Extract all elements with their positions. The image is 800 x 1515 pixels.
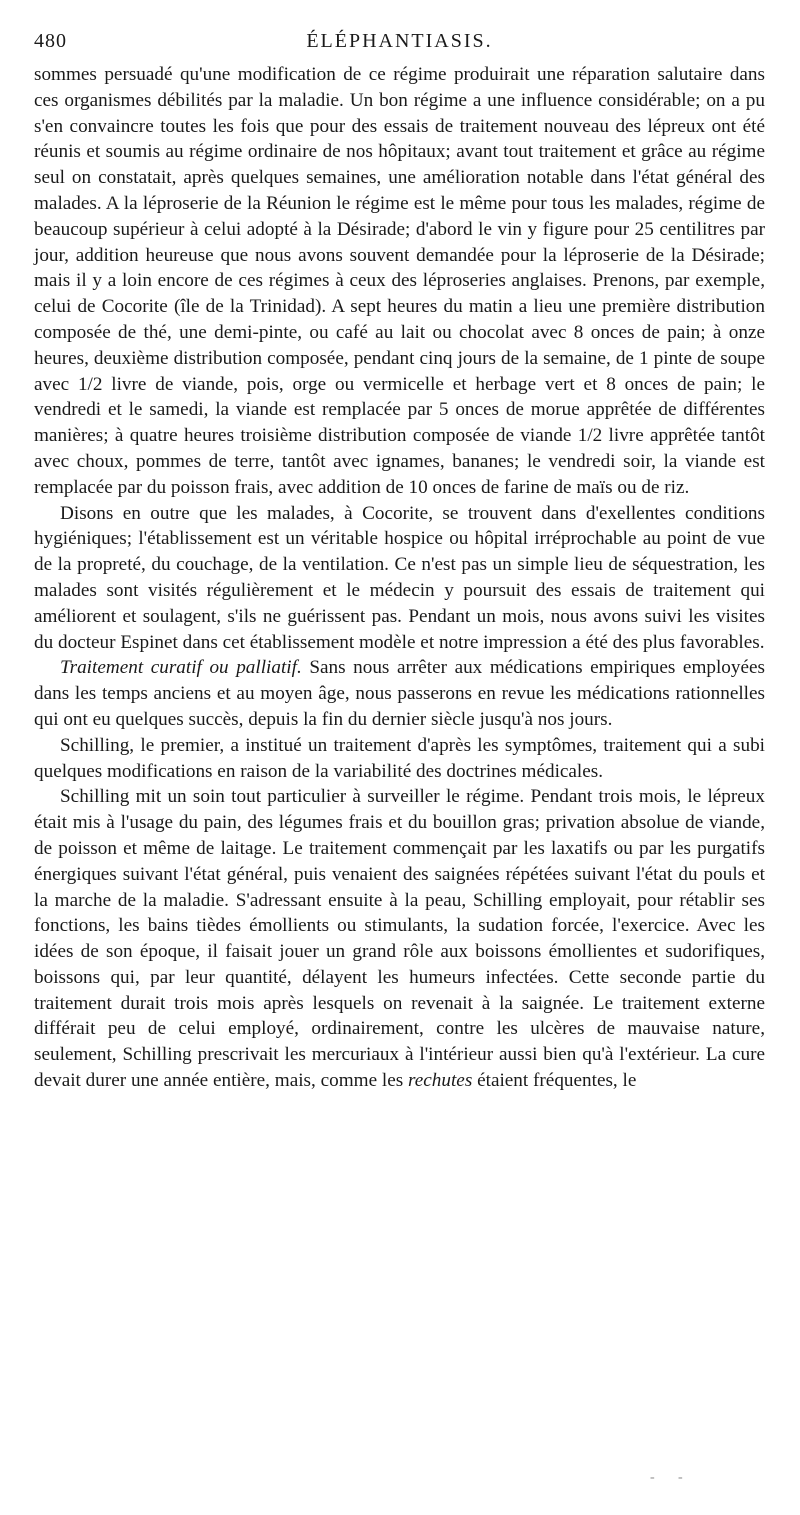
scan-mark: - bbox=[678, 1470, 683, 1485]
paragraph-schilling-regime bbox=[34, 784, 765, 1094]
paragraph-text: sommes persuadé qu'une modification de ce régime produirait une réparation salutaire dans ces organismes débilités par la maladie. Un bon régime a une influence considérable; on a pu s'en convaincre toutes les fois que pour des essais de traitement nouveau des lépreux ont été réunis et soumis au régime ordinaire de nos hôpitaux; avant tout traitement et grâce au régime seul on constatait, après quelques semaines, une amélioration notable dans l'état général des malades. A la léproserie de la Réunion le régime est le même pour tous les malades, régime de beaucoup supérieur à celui adopté à la Désirade; d'abord le vin y figure pour 25 centilitres par jour, addition heureuse que nous avons souvent demandée pour la léproserie de la Désirade; mais il y a loin encore de ces régimes à ceux des léproseries anglaises. Prenons, par exemple, celui de Cocorite (île de la Trinidad). A sept heures du matin a lieu une première distribution composée de thé, une demi-pinte, ou café au lait ou chocolat avec 8 onces de pain; à onze heures, deuxième distribution composée, pendant cinq jours de la semaine, de 1 pinte de soupe avec 1/2 livre de viande, pois, orge ou vermicelle et herbage vert et 8 onces de pain; le vendredi et le samedi, la viande est remplacée par 5 onces de morue apprêtée de différentes manières; à quatre heures troisième distribution composée de viande 1/2 livre apprêtée tantôt avec choux, pommes de terre, tantôt avec ignames, bananes; le vendredi soir, la viande est remplacée par du poisson frais, avec addition de 10 onces de farine de maïs ou de riz. bbox=[34, 64, 765, 498]
paragraph-text: Schilling mit un soin tout particulier à surveiller le régime. Pendant trois mois, le lépreux était mis à l'usage du pain, des légumes frais et du bouillon gras; privation absolue de viande, de poisson et même de laitage. Le traitement commençait par les laxatifs ou par les purgatifs énergiques suivant l'état général, puis venaient des saignées répétées suivant l'état du pouls et la marche de la maladie. S'adressant ensuite à la peau, Schilling employait, pour rétablir ses fonctions, les bains tièdes émollients ou stimulants, la sudation forcée, l'exercice. Avec les idées de son époque, il faisait jouer un grand rôle aux boissons émollientes et sudorifiques, boissons qui, par leur quantité, délayent les humeurs infectées. Cette seconde partie du traitement durait trois mois après lesquels on revenait à la saignée. Le traitement externe différait peu de celui employé, ordinairement, contre les ulcères de mauvaise nature, seulement, Schilling prescrivait les mercuriaux à l'intérieur aussi bien qu'à l'extérieur. La cure devait durer une année entière, mais, comme les bbox=[34, 786, 765, 1092]
page-header bbox=[34, 30, 765, 62]
scan-mark: - bbox=[650, 1470, 655, 1485]
paragraph-text: Sans nous arrêter aux médications empiriques employées dans les temps anciens et au moyen âge, nous passerons en revue les médications rationnelles qui ont eu quelques succès, depuis la fin du dernier siècle jusqu'à nos jours. bbox=[34, 657, 765, 730]
paragraph-cocorite bbox=[34, 501, 765, 656]
paragraph-text-end: étaient fréquentes, le bbox=[472, 1070, 637, 1092]
paragraph-text: Disons en outre que les malades, à Cocorite, se trouvent dans d'exellentes conditions hygiéniques; l'établissement est un véritable hospice ou hôpital irréprochable au point de vue de la propreté, du couchage, de la ventilation. Ce n'est pas un simple lieu de séquestration, les malades sont visités régulièrement et le médecin y poursuit des essais de traitement qui améliorent et soulagent, s'ils ne guérissent pas. Pendant un mois, nous avons suivi les visites du docteur Espinet dans cet établissement modèle et notre impression a été des plus favorables. bbox=[34, 502, 765, 653]
paragraph-traitement bbox=[34, 655, 765, 732]
paragraph-regime bbox=[34, 62, 765, 501]
page-number: 480 bbox=[34, 30, 67, 52]
body-text bbox=[34, 62, 765, 1094]
running-title: ÉLÉPHANTIASIS. bbox=[306, 30, 493, 52]
paragraph-text: Schilling, le premier, a institué un traitement d'après les symptômes, traitement qui a subi quelques modifications en raison de la variabilité des doctrines médicales. bbox=[34, 734, 765, 782]
italic-word: rechutes bbox=[408, 1070, 473, 1092]
section-heading-italic: Traitement curatif ou palliatif. bbox=[60, 657, 302, 679]
paragraph-schilling-intro bbox=[34, 733, 765, 785]
scan-marks bbox=[0, 1470, 800, 1490]
book-page bbox=[34, 30, 765, 1094]
